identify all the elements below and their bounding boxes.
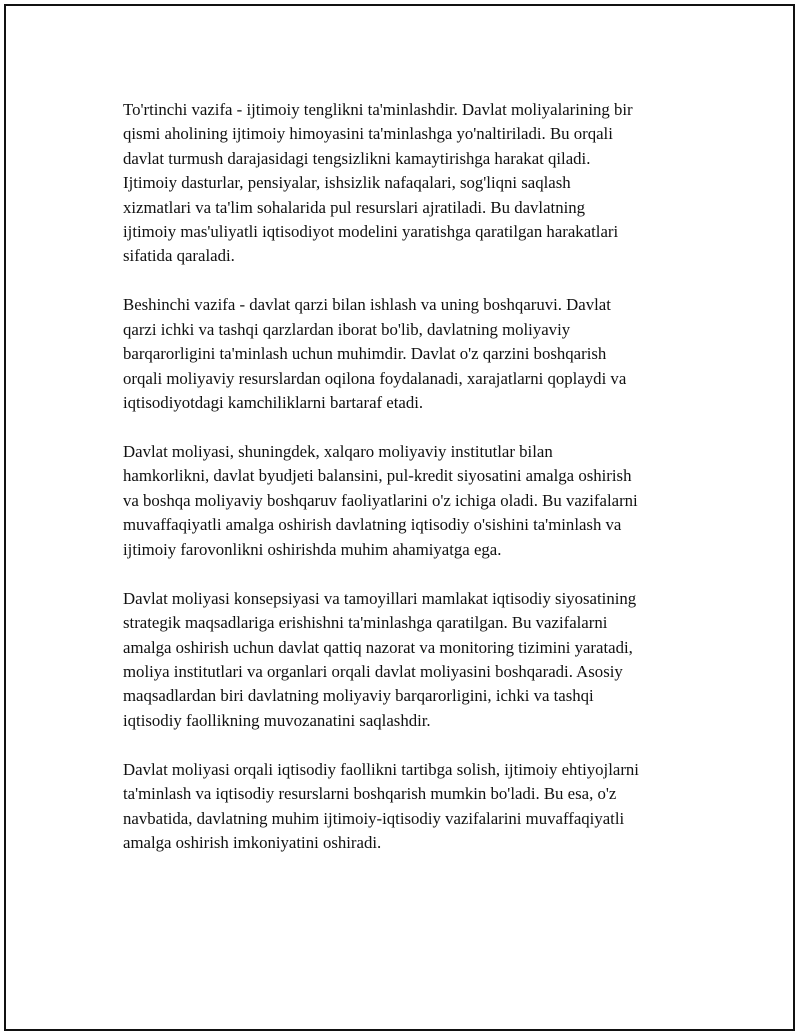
- text-line: xizmatlari va ta'lim sohalarida pul resurslari ajratiladi. Bu davlatning: [123, 197, 586, 217]
- text-line: amalga oshirish imkoniyatini oshiradi.: [123, 832, 382, 852]
- text-line: iqtisodiy faollikning muvozanatini saqlashdir.: [123, 710, 431, 730]
- text-line: ta'minlash va iqtisodiy resurslarni boshqarish mumkin bo'ladi. Bu esa, o'z: [123, 784, 617, 804]
- text-line: Davlat moliyasi konsepsiyasi va tamoyillari mamlakat iqtisodiy siyosatining: [123, 588, 637, 608]
- text-line: Ijtimoiy dasturlar, pensiyalar, ishsizlik nafaqalari, sog'liqni saqlash: [123, 173, 571, 193]
- text-line: ijtimoiy mas'uliyatli iqtisodiyot modelini yaratishga qaratilgan harakatlari: [123, 222, 619, 242]
- text-line: To'rtinchi vazifa - ijtimoiy tenglikni ta'minlashdir. Davlat moliyalarining bir: [123, 100, 633, 119]
- paragraph-fifth-task: [123, 293, 703, 415]
- text-line: va boshqa moliyaviy boshqaruv faoliyatlarini o'z ichiga oladi. Bu vazifalarni: [123, 490, 638, 510]
- text-line: iqtisodiyotdagi kamchiliklarni bartaraf etadi.: [123, 393, 424, 413]
- text-line: navbatida, davlatning muhim ijtimoiy-iqtisodiy vazifalarini muvaffaqiyatli: [123, 808, 625, 828]
- text-line: moliya institutlari va organlari orqali davlat moliyasini boshqaradi. Asosiy: [123, 661, 623, 681]
- paragraph-concept-principles: [123, 587, 703, 733]
- text-line: Davlat moliyasi orqali iqtisodiy faollikni tartibga solish, ijtimoiy ehtiyojlarni: [123, 759, 639, 779]
- paragraph-fourth-task: [123, 98, 703, 269]
- text-line: maqsadlardan biri davlatning moliyaviy barqarorligini, ichki va tashqi: [123, 686, 594, 706]
- text-line: hamkorlikni, davlat byudjeti balansini, pul-kredit siyosatini amalga oshirish: [123, 466, 632, 486]
- text-line: qismi aholining ijtimoiy himoyasini ta'minlashga yo'naltiriladi. Bu orqali: [123, 124, 613, 144]
- document-body: [123, 98, 703, 880]
- paragraph-conclusion: [123, 758, 703, 856]
- text-line: Beshinchi vazifa - davlat qarzi bilan ishlash va uning boshqaruvi. Davlat: [123, 295, 611, 315]
- text-line: qarzi ichki va tashqi qarzlardan iborat bo'lib, davlatning moliyaviy: [123, 319, 571, 339]
- paragraph-international-cooperation: [123, 440, 703, 562]
- text-line: sifatida qaraladi.: [123, 246, 235, 266]
- text-line: davlat turmush darajasidagi tengsizlikni kamaytirishga harakat qiladi.: [123, 148, 591, 168]
- text-line: muvaffaqiyatli amalga oshirish davlatning iqtisodiy o'sishini ta'minlash va: [123, 515, 622, 535]
- text-line: orqali moliyaviy resurslardan oqilona foydalanadi, xarajatlarni qoplaydi va: [123, 368, 627, 388]
- text-line: amalga oshirish uchun davlat qattiq nazorat va monitoring tizimini yaratadi,: [123, 637, 633, 657]
- text-line: strategik maqsadlariga erishishni ta'minlashga qaratilgan. Bu vazifalarni: [123, 613, 608, 633]
- text-line: barqarorligini ta'minlash uchun muhimdir. Davlat o'z qarzini boshqarish: [123, 344, 607, 364]
- text-line: ijtimoiy farovonlikni oshirishda muhim ahamiyatga ega.: [123, 539, 502, 559]
- text-line: Davlat moliyasi, shuningdek, xalqaro moliyaviy institutlar bilan: [123, 442, 553, 462]
- page-frame: [4, 4, 795, 1031]
